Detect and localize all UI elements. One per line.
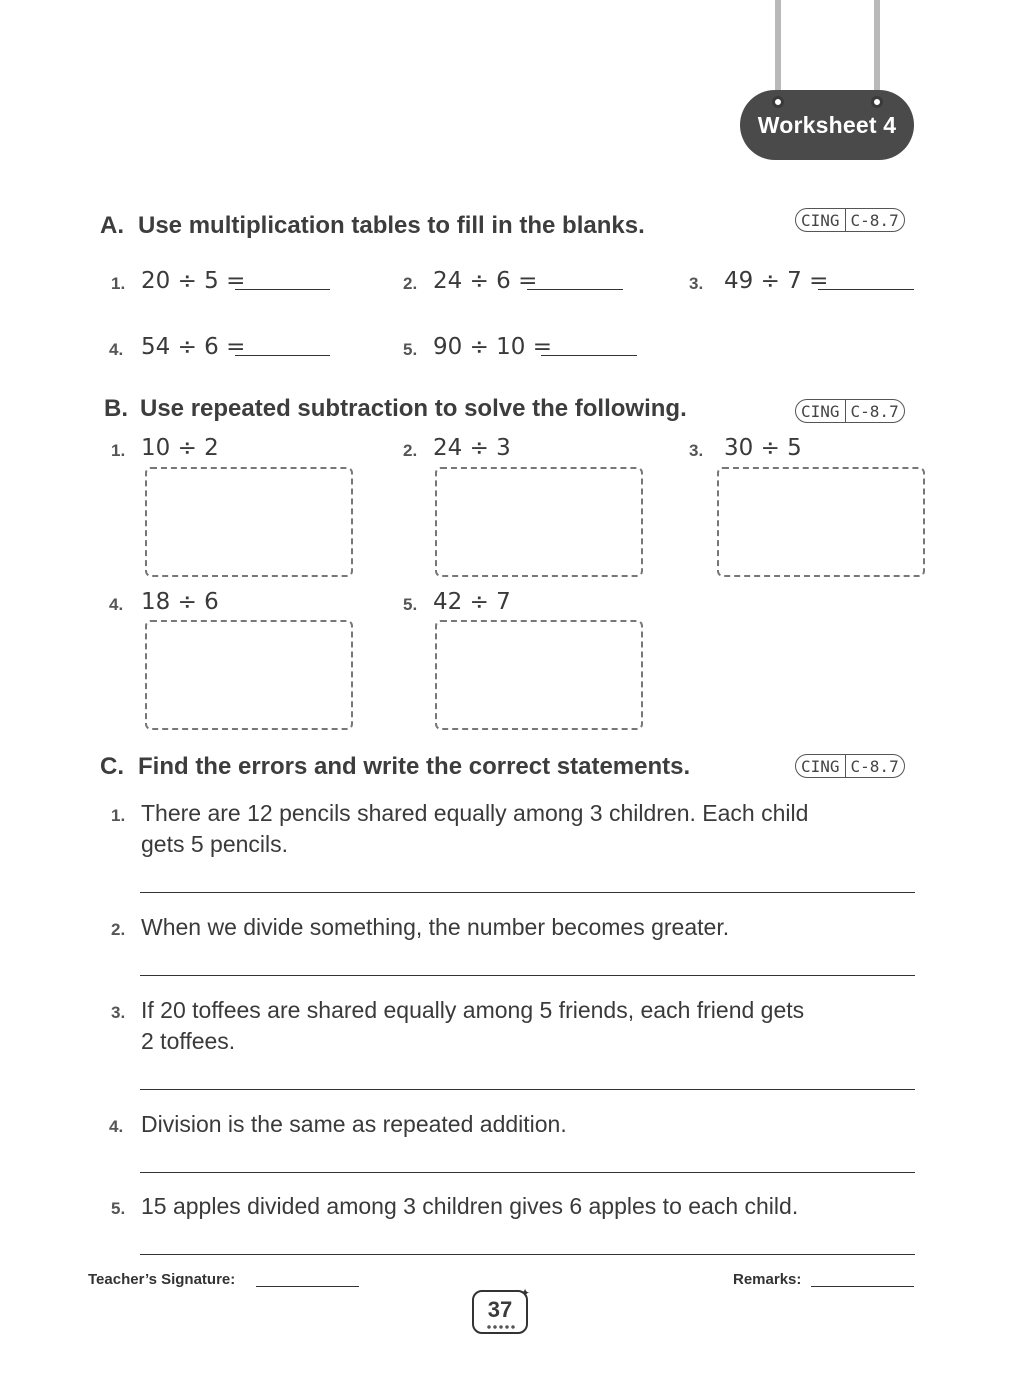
a-q5-answer-blank[interactable] [541,355,637,356]
c-q2-line1: When we divide something, the number becomes greater. [141,914,730,940]
code-badge-right: C-8.7 [845,400,904,422]
code-badge-left: CING [801,401,840,421]
c-q4-answer-line[interactable] [140,1172,915,1173]
section-a-letter: A. [100,212,124,239]
c-q4-statement [141,1109,567,1140]
c-q1-number: 1. [111,806,126,825]
c-q5-line1: 15 apples divided among 3 children gives 6 apples to each child. [141,1193,799,1219]
b-q4-work-box[interactable] [145,620,353,730]
c-q3-number: 3. [111,1003,126,1022]
c-q5-statement [141,1191,798,1222]
c-q1-statement [141,798,808,860]
section-c-title [100,753,690,781]
c-q1-answer-line[interactable] [140,892,915,893]
code-badge-left: CING [801,756,840,776]
a-q2-answer-blank[interactable] [527,289,623,290]
b-q5-number: 5. [403,595,418,614]
page-badge-dots [486,1324,516,1330]
tag-hook-right [871,96,883,108]
c-q5-answer-line[interactable] [140,1254,915,1255]
b-q1-number: 1. [111,441,126,460]
c-q4-line1: Division is the same as repeated addition. [141,1111,567,1137]
page-number: 37 [487,1297,513,1322]
c-q3-statement [141,995,804,1057]
c-q2-answer-line[interactable] [140,975,915,976]
a-q3-text: 49 ÷ 7 = [724,268,829,294]
a-q2-number: 2. [403,274,418,293]
tag-hanger-right [874,0,880,100]
b-q4-text: 18 ÷ 6 [141,589,219,615]
b-q5-text: 42 ÷ 7 [433,589,511,615]
a-q5-text: 90 ÷ 10 = [433,334,553,360]
b-q4-number: 4. [109,595,124,614]
code-badge-right: C-8.7 [845,755,904,777]
b-q2-number: 2. [403,441,418,460]
section-c-code-badge [795,754,905,778]
section-b-code-badge [795,399,905,423]
c-q4-number: 4. [109,1117,124,1136]
tag-hanger-left [775,0,781,100]
section-b-letter: B. [104,395,128,422]
a-q1-number: 1. [111,274,126,293]
remarks-label: Remarks: [733,1271,802,1288]
a-q4-text: 54 ÷ 6 = [141,334,246,360]
b-q1-work-box[interactable] [145,467,353,577]
b-q3-work-box[interactable] [717,467,925,577]
star-icon: ✦ [520,1286,531,1300]
section-a-heading: Use multiplication tables to fill in the blanks. [138,212,645,239]
b-q3-number: 3. [689,441,704,460]
c-q2-number: 2. [111,920,126,939]
c-q5-number: 5. [111,1199,126,1218]
c-q3-answer-line[interactable] [140,1089,915,1090]
code-badge-right: C-8.7 [845,209,904,231]
section-b-title [104,395,687,423]
b-q3-text: 30 ÷ 5 [724,435,802,461]
code-badge-left: CING [801,210,840,230]
remarks-line[interactable] [811,1286,914,1287]
a-q3-number: 3. [689,274,704,293]
b-q5-work-box[interactable] [435,620,643,730]
section-c-letter: C. [100,753,124,780]
a-q3-answer-blank[interactable] [818,289,914,290]
b-q2-text: 24 ÷ 3 [433,435,511,461]
c-q2-statement [141,912,729,943]
a-q2-text: 24 ÷ 6 = [433,268,538,294]
a-q5-number: 5. [403,340,418,359]
section-c-heading: Find the errors and write the correct statements. [138,753,691,780]
tag-hook-left [772,96,784,108]
b-q1-text: 10 ÷ 2 [141,435,219,461]
c-q3-line2: 2 toffees. [141,1028,236,1054]
c-q3-line1: If 20 toffees are shared equally among 5 friends, each friend gets [141,997,805,1023]
a-q4-answer-blank[interactable] [235,355,330,356]
a-q4-number: 4. [109,340,124,359]
b-q2-work-box[interactable] [435,467,643,577]
teacher-signature-line[interactable] [256,1286,359,1287]
worksheet-tag: Worksheet 4 [740,90,914,160]
a-q1-answer-blank[interactable] [235,289,330,290]
section-a-title [100,212,645,240]
section-a-code-badge [795,208,905,232]
a-q1-text: 20 ÷ 5 = [141,268,246,294]
c-q1-line1: There are 12 pencils shared equally among 3 children. Each child [141,800,809,826]
c-q1-line2: gets 5 pencils. [141,831,289,857]
teacher-signature-label: Teacher’s Signature: [88,1271,236,1288]
section-b-heading: Use repeated subtraction to solve the following. [140,395,687,422]
